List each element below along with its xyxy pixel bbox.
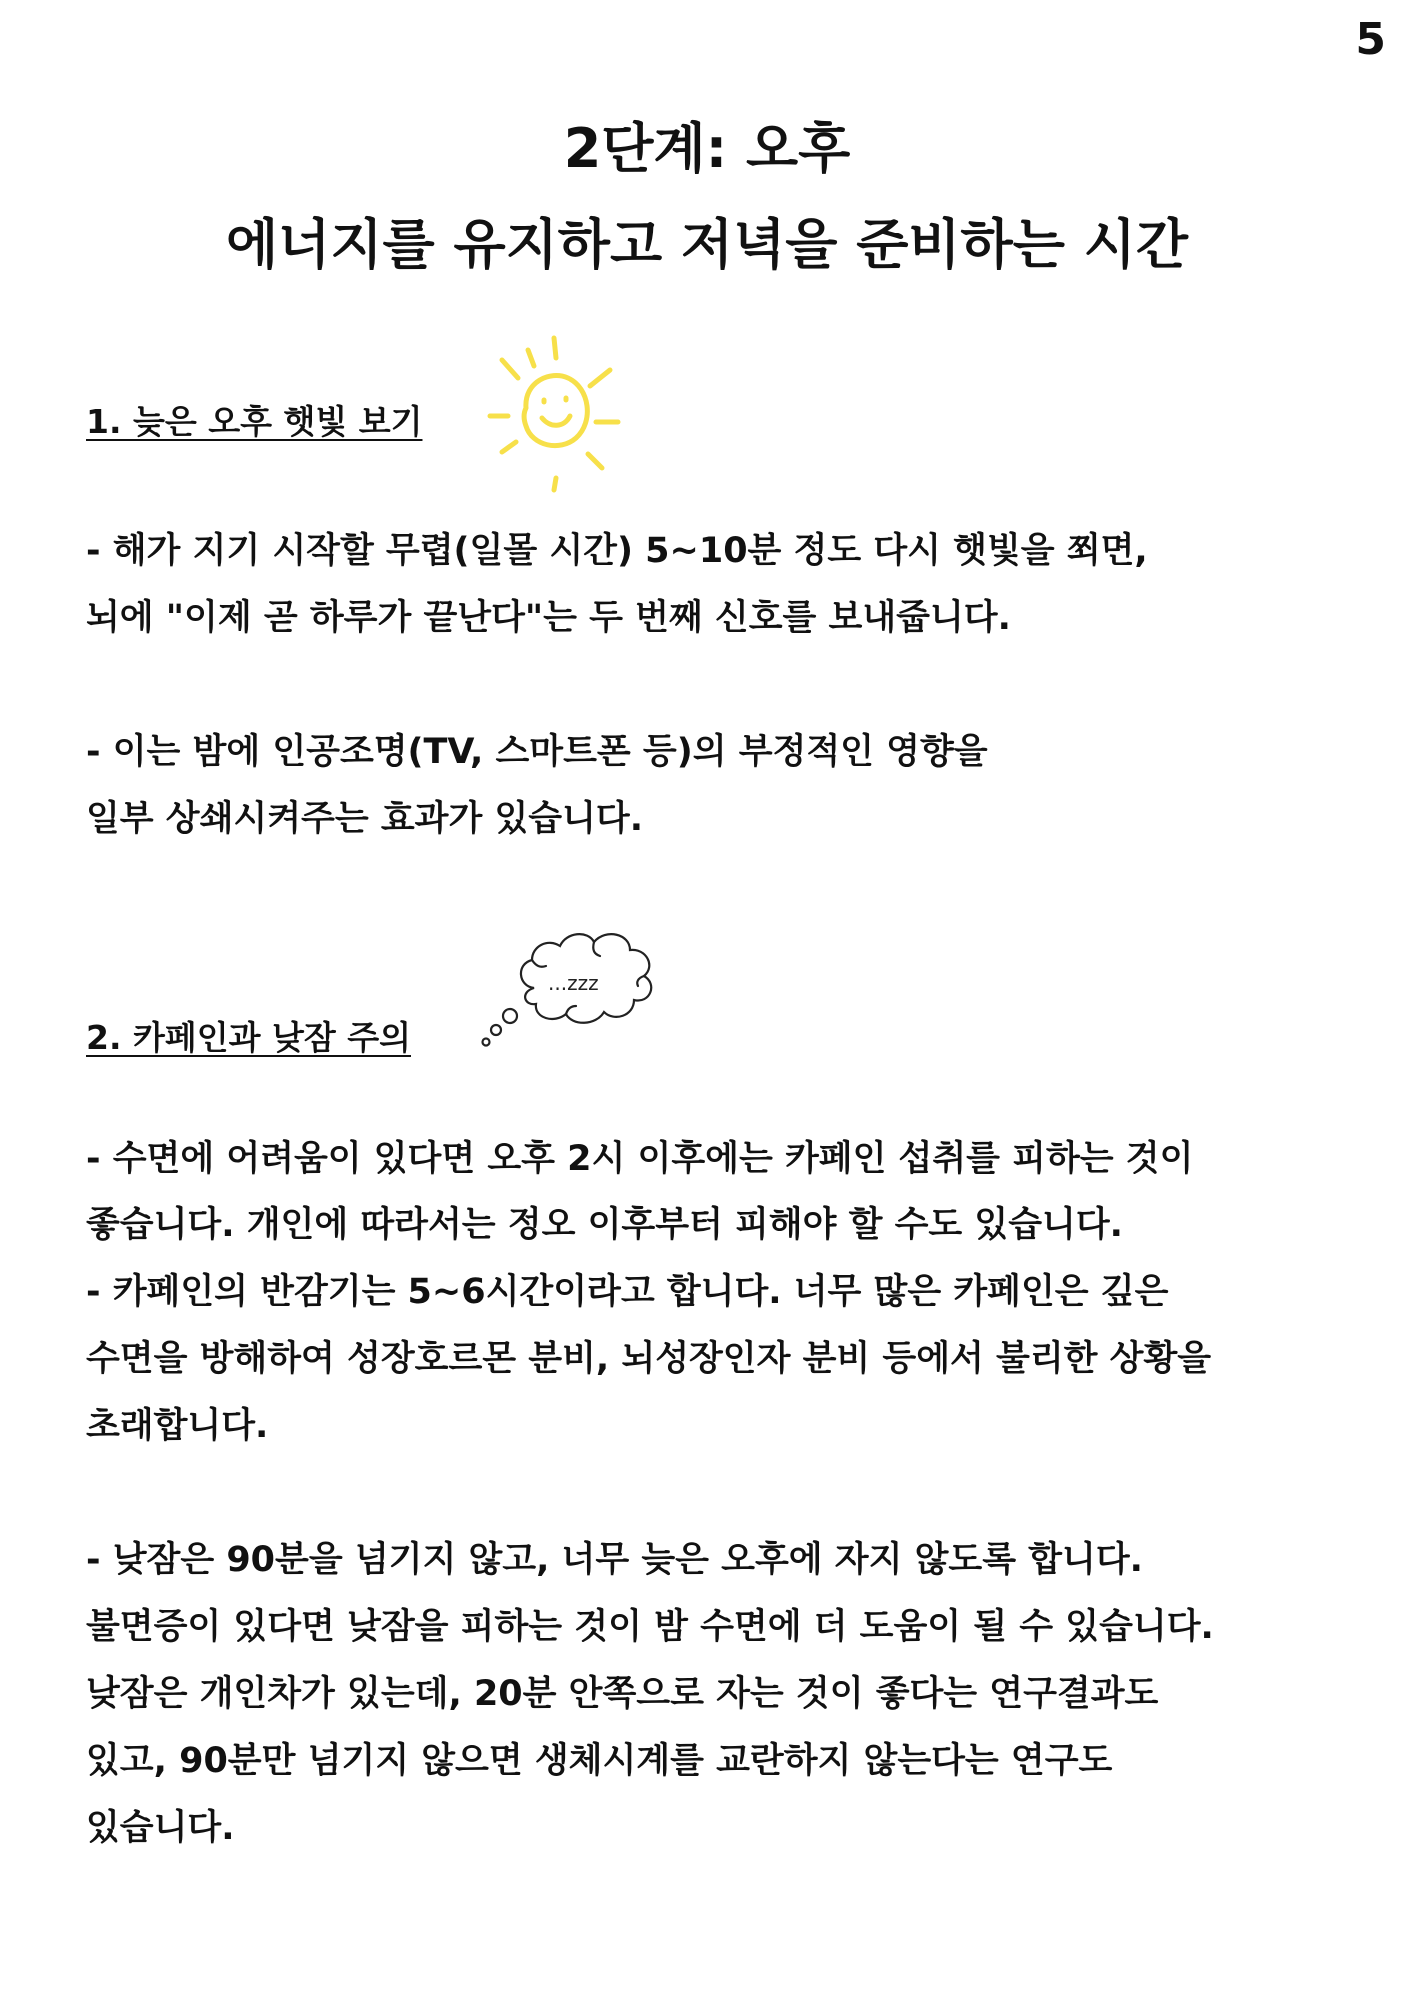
section-2-line-8: 낮잠은 개인차가 있는데, 20분 안쪽으로 자는 것이 좋다는 연구결과도 (86, 1674, 1159, 1714)
section-2-line-6: - 낮잠은 90분을 넘기지 않고, 너무 늦은 오후에 자지 않도록 합니다. (86, 1540, 1143, 1580)
section-1-line-2: 뇌에 "이제 곧 하루가 끝난다"는 두 번째 신호를 보내줍니다. (86, 598, 1011, 638)
section-1-line-3: - 이는 밤에 인공조명(TV, 스마트폰 등)의 부정적인 영향을 (86, 732, 988, 772)
section-1-heading: 1. 늦은 오후 햇빛 보기 (86, 402, 423, 441)
section-2-heading: 2. 카페인과 낮잠 주의 (86, 1018, 411, 1057)
cloud-text: ...zzz (548, 971, 599, 995)
page-number: 5 (1355, 14, 1386, 65)
section-2-line-2: 좋습니다. 개인에 따라서는 정오 이후부터 피해야 할 수도 있습니다. (86, 1205, 1123, 1245)
section-1-line-4: 일부 상쇄시켜주는 효과가 있습니다. (86, 799, 644, 839)
section-2-line-3: - 카페인의 반감기는 5~6시간이라고 합니다. 너무 많은 카페인은 깊은 (86, 1272, 1169, 1312)
section-2-line-7: 불면증이 있다면 낮잠을 피하는 것이 밤 수면에 더 도움이 될 수 있습니다. (86, 1607, 1214, 1647)
section-1-line-1: - 해가 지기 시작할 무렵(일몰 시간) 5~10분 정도 다시 햇빛을 쬐면, (86, 531, 1148, 571)
section-2-line-9: 있고, 90분만 넘기지 않으면 생체시계를 교란하지 않는다는 연구도 (86, 1741, 1113, 1781)
title-line-2: 에너지를 유지하고 저녁을 준비하는 시간 (226, 213, 1188, 276)
section-2-line-5: 초래합니다. (86, 1406, 269, 1446)
title-line-1: 2단계: 오후 (563, 117, 851, 180)
sun-icon (468, 330, 638, 500)
section-2-line-1: - 수면에 어려움이 있다면 오후 2시 이후에는 카페인 섭취를 피하는 것이 (86, 1139, 1194, 1179)
sleep-cloud-icon (474, 918, 680, 1054)
section-2-line-4: 수면을 방해하여 성장호르몬 분비, 뇌성장인자 분비 등에서 불리한 상황을 (86, 1339, 1212, 1379)
section-2-line-10: 있습니다. (86, 1808, 235, 1848)
